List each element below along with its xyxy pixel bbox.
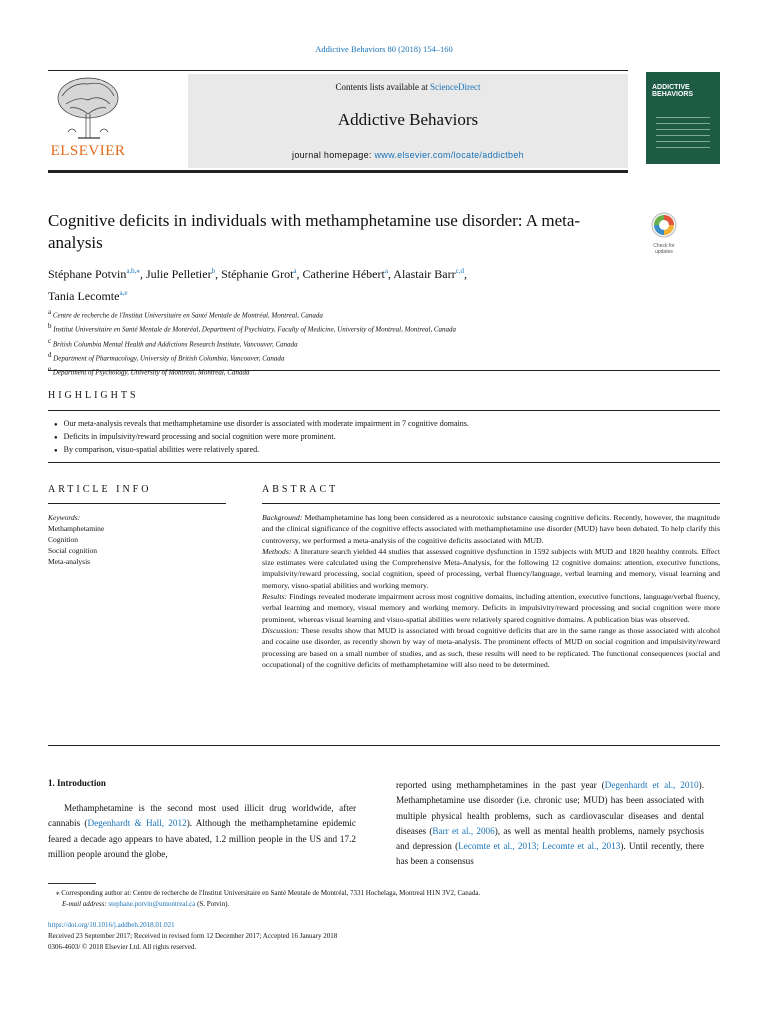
journal-cover-thumbnail	[646, 72, 720, 164]
intro-column-left	[48, 801, 356, 862]
author-affiliation-marker[interactable]: a	[293, 267, 297, 275]
contents-line	[188, 82, 628, 92]
abstract-section-label: Background:	[262, 513, 303, 522]
keyword: Cognition	[48, 535, 79, 544]
affiliation-key: d	[48, 350, 52, 359]
author-separator: ,	[215, 267, 222, 281]
abstract-section	[262, 591, 720, 625]
affiliations	[48, 307, 728, 379]
elsevier-logo	[48, 74, 128, 166]
affiliation-line	[48, 321, 728, 335]
author-affiliation-marker[interactable]: b	[211, 267, 216, 275]
elsevier-tree-icon	[48, 74, 128, 144]
highlights-bottom-rule	[48, 462, 720, 463]
article-info-rule	[48, 503, 226, 504]
header-bottom-rule	[48, 170, 628, 173]
body-text: ). Although the methamphetamine epidemic feared a decade ago appears to have abated, 1.2 million people in the US and 17.2 million people around the globe,	[48, 818, 356, 859]
introduction-heading: 1. Introduction	[48, 778, 106, 788]
affiliation-key: a	[48, 308, 52, 316]
abstract-section-text: These results show that MUD is associated with broad cognitive deficits that are in the same range as those associated with alcohol and cocaine use disorder, as recently shown by way of meta-analysis. The prominent effects of MUD on social cognition and impulsivity/reward processing are based on a small number of studies, and as such, these results will need to be replicated. The functional consequences (social and occupational) of the cognitive deficits of methamphetamine will also need to be determined.	[262, 625, 720, 669]
intro-column-right	[396, 778, 704, 870]
check-for-updates-badge[interactable]	[644, 212, 684, 254]
reference-link[interactable]: Barr et al., 2006	[432, 825, 495, 836]
journal-homepage	[188, 150, 628, 160]
body-text: ). Methamphetamine use disorder (i.e. chronic use; MUD) has been associated with multiple physical health problems, such as cardiovascular diseases and dental diseases (	[396, 780, 704, 836]
highlight-item: ● By comparison, visuo-spatial abilities were relatively spared.	[54, 444, 714, 457]
abstract-heading: ABSTRACT	[262, 484, 339, 495]
journal-banner	[188, 74, 628, 168]
received-dates: Received 23 September 2017; Received in revised form 12 December 2017; Accepted 16 January 2018	[48, 932, 338, 940]
author-separator: ,	[387, 267, 394, 281]
crossmark-icon	[651, 212, 677, 238]
article-title: Cognitive deficits in individuals with methamphetamine use disorder: A meta-analysis	[48, 211, 581, 252]
cover-title-line: ADDICTIVE	[652, 84, 690, 91]
author-separator: ,	[296, 267, 303, 281]
author-list	[48, 262, 628, 306]
keyword: Meta-analysis	[48, 557, 91, 566]
affiliation-key: b	[48, 322, 52, 331]
author-name[interactable]: Alastair Barr	[393, 267, 456, 281]
reference-link[interactable]: Degenhardt et al., 2010	[604, 780, 699, 790]
author-name[interactable]: Julie Pelletier	[145, 267, 212, 281]
highlight-item: ● Deficits in impulsivity/reward processing and social cognition were more prominent.	[54, 431, 714, 444]
abstract-rule	[262, 503, 720, 504]
doi-link[interactable]: https://doi.org/10.1016/j.addbeh.2018.01.021	[48, 921, 175, 929]
email-suffix: (S. Potvin).	[195, 900, 230, 908]
highlights-rule	[48, 410, 720, 411]
abstract-section-label: Methods:	[262, 546, 292, 556]
abstract-text	[262, 512, 720, 670]
abstract-section	[262, 625, 720, 670]
keyword: Methamphetamine	[48, 524, 105, 533]
sciencedirect-link[interactable]: ScienceDirect	[430, 82, 481, 92]
author-separator: ,	[139, 267, 146, 281]
badge-label-line: updates	[655, 249, 673, 255]
abstract-section-text: A literature search yielded 44 studies that assessed cognitive dysfunction in 1592 subjects with MUD and 1820 healthy controls. Effect size estimates were calculated using the Comprehensive Meta-Analysis, for the following 12 cognitive domains: attention, executive functions, impulsivity/reward processing, social cognition, speed of processing, verbal fluency/language, verbal learning and memory, visual learning and memory, visuo-spatial abilities and working memory.	[262, 546, 720, 590]
keyword: Social cognition	[48, 546, 97, 555]
header-top-rule	[48, 70, 628, 71]
cover-title	[652, 84, 693, 98]
author-affiliation-marker[interactable]: a,b,⁎	[126, 267, 140, 275]
contents-prefix: Contents lists available at	[335, 82, 430, 92]
affiliation-key: c	[48, 336, 52, 345]
affiliation-text: Department of Psychology, University of Montreal, Montreal, Canada	[51, 368, 250, 377]
homepage-prefix: journal homepage:	[292, 150, 375, 160]
affiliation-text: Institut Universitaire en Santé Mentale de Montréal, Department of Psychiatry, Faculty of Medicine, University of Montreal, Montreal, Canada	[51, 325, 457, 334]
affiliation-text: British Columbia Mental Health and Addictions Research Institute, Vancouver, Canada	[51, 339, 298, 348]
footnotes	[48, 888, 728, 910]
affiliation-line	[48, 350, 728, 364]
highlights-top-rule	[48, 370, 720, 371]
email-line	[48, 899, 728, 910]
abstract-section-label: Results:	[262, 592, 288, 602]
keywords-label: Keywords:	[48, 513, 81, 522]
email-link[interactable]: stephane.potvin@umontreal.ca	[108, 900, 196, 908]
author-affiliation-marker[interactable]: a,e	[119, 289, 128, 297]
affiliation-line	[48, 307, 728, 321]
author-name[interactable]: Tania Lecomte	[48, 289, 120, 303]
body-text: ), as well as mental health problems, namely psychosis and depression (	[396, 825, 704, 852]
author-name[interactable]: Stéphanie Grot	[221, 267, 294, 281]
abstract-section	[262, 512, 720, 546]
author-name[interactable]: Stéphane Potvin	[48, 267, 127, 281]
affiliation-text: Department of Pharmacology, University of British Columbia, Vancouver, Canada	[51, 354, 285, 363]
body-text: ). Until recently, there has been a consensus	[396, 841, 704, 867]
author-affiliation-marker[interactable]: a	[384, 267, 388, 275]
email-label: E-mail address:	[62, 900, 107, 908]
body-text: Methamphetamine is the second most used illicit drug worldwide, after cannabis (	[48, 803, 356, 829]
author-name[interactable]: Catherine Hébert	[302, 267, 385, 281]
affiliation-line	[48, 364, 728, 378]
publisher-wordmark: ELSEVIER	[50, 143, 126, 159]
abstract-bottom-rule	[48, 745, 720, 746]
affiliation-key: e	[48, 365, 52, 374]
body-text: reported using methamphetamines in the past year (	[396, 780, 605, 790]
author-separator: ,	[463, 267, 467, 281]
affiliation-line	[48, 336, 728, 350]
badge-label-line: Check for	[653, 243, 675, 249]
abstract-section-text: Methamphetamine has long been considered as a neurotoxic substance causing cognitive deficits. Recently, however, the magnitude and the clinical significance of the cognitive effects associated with methamphetamine use disorder (MUD) have been debated. To help clarify this controversy, we performed a meta-analysis of the cognitive deficits associated with MUD.	[262, 513, 720, 545]
reference-link[interactable]: Lecomte et al., 2013; Lecomte et al., 2013	[458, 841, 621, 852]
copyright: 0306-4603/ © 2018 Elsevier Ltd. All rights reserved.	[48, 943, 197, 951]
journal-name: Addictive Behaviors	[337, 110, 479, 129]
article-info-heading: ARTICLE INFO	[48, 484, 152, 495]
journal-citation[interactable]: Addictive Behaviors 80 (2018) 154–160	[315, 44, 453, 54]
abstract-section	[262, 546, 720, 591]
cover-title-line: BEHAVIORS	[652, 91, 694, 98]
highlights-heading: HIGHLIGHTS	[48, 390, 139, 401]
author-affiliation-marker[interactable]: c,d	[455, 267, 464, 275]
corresponding-author-note: ⁎ Corresponding author at: Centre de recherche de l'Institut Universitaire en Santé Mentale de Montréal, 7331 Hochelaga, Montreal H1N 3V2, Canada.	[56, 889, 481, 897]
reference-link[interactable]: Degenhardt & Hall, 2012	[87, 818, 187, 829]
keywords	[48, 512, 208, 567]
homepage-link[interactable]: www.elsevier.com/locate/addictbeh	[374, 150, 524, 160]
abstract-section-label: Discussion:	[262, 625, 299, 635]
article-metadata	[48, 920, 728, 953]
cover-decoration	[656, 112, 710, 153]
highlights-list	[54, 418, 714, 457]
affiliation-text: Centre de recherche de l'Institut Universitaire en Santé Mentale de Montréal, Montreal, Canada	[51, 311, 323, 320]
abstract-section-text: Findings revealed moderate impairment across most cognitive domains, including attention, executive functions, language/verbal fluency, verbal learning and memory, visual memory and working memory. Deficits in impulsivity/reward processing and social cognition were more prominent, whereas visual learning and visuo-spatial abilities were relatively spared cognitive domains. A publication bias was observed.	[262, 592, 720, 624]
journal-header	[48, 72, 628, 170]
footnote-rule	[48, 883, 96, 884]
highlight-item: ● Our meta-analysis reveals that methamphetamine use disorder is associated with moderate impairment in 7 cognitive domains.	[54, 418, 714, 431]
